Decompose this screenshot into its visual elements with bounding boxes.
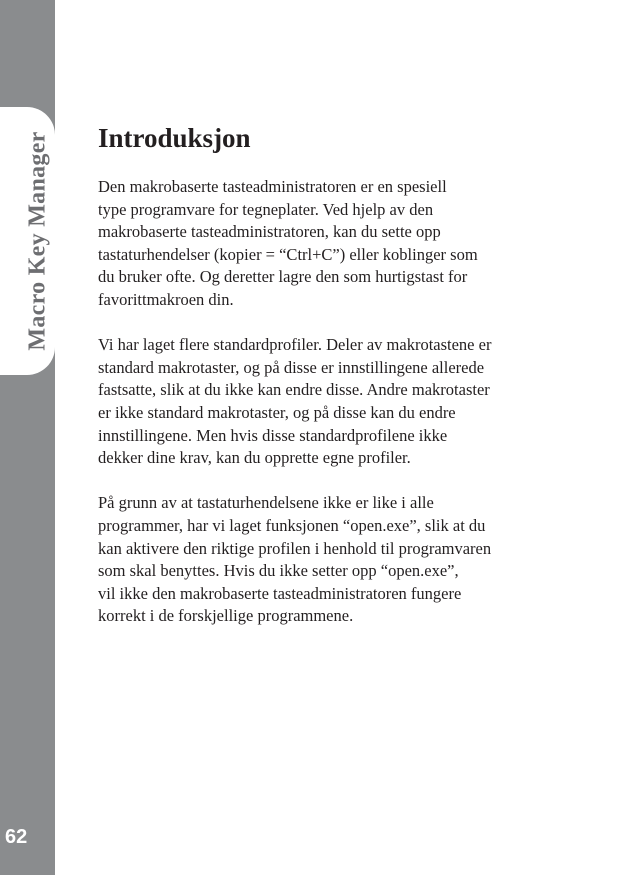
- main-content: [98, 120, 568, 628]
- paragraph-open-exe: På grunn av at tastaturhendelsene ikke er like i alle programmer, har vi laget funksjonen “open.exe”, slik at du kan aktivere den riktige profilen i henhold til programvaren som skal benyttes. Hvis du ikke setter opp “open.exe”, vil ikke den makrobaserte tasteadministratoren fungere korrekt i de forskjellige programmene.: [98, 493, 492, 626]
- paragraph-standard-profiles: Vi har laget flere standardprofiler. Deler av makrotastene er standard makrotaster, og på disse er innstillingene allerede fastsatte, slik at du ikke kan endre disse. Andre makrotaster er ikke standard makrotaster, og på disse kan du endre innstillingene. Men hvis disse standardprofilene ikke dekker dine krav, kan du opprette egne profiler.: [98, 335, 492, 468]
- paragraph-intro: Den makrobaserte tasteadministratoren er en spesiell type programvare for tegneplater. Ved hjelp av den makrobaserte tasteadministratoren, kan du sette opp tastaturhendelser (kopier = “Ctrl+C”) eller koblinger som du bruker ofte. Og deretter lagre den som hurtigstast for favorittmakroen din.: [98, 177, 478, 309]
- page-number: 62: [5, 826, 28, 848]
- sidebar-strip: [0, 0, 55, 875]
- section-label: Macro Key Manager: [24, 131, 51, 351]
- page-title: Introduksjon: [98, 123, 251, 153]
